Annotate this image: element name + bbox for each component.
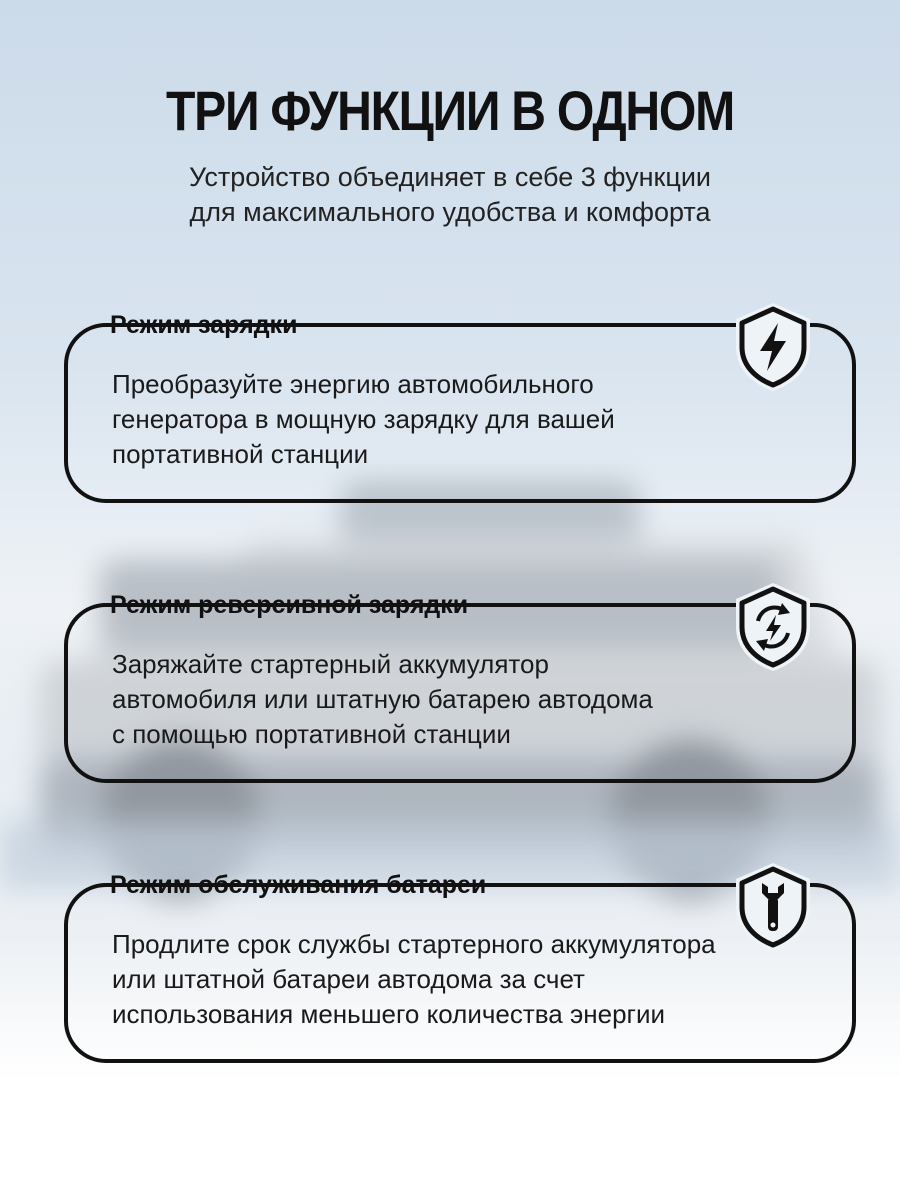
lightning-shield-icon — [730, 299, 816, 395]
description-line: Заряжайте стартерный аккумулятор — [112, 649, 549, 679]
page-title: ТРИ ФУНКЦИИ В ОДНОМ — [166, 79, 734, 142]
feature-card-title: Режим обслуживания батареи — [110, 871, 487, 899]
wrench-shield-icon — [730, 859, 816, 955]
feature-card-description — [112, 367, 752, 472]
feature-card-description — [112, 927, 752, 1032]
feature-card-reverse-charging — [64, 591, 856, 783]
reverse-charge-shield-icon — [730, 579, 816, 675]
description-line: Преобразуйте энергию автомобильного — [112, 369, 594, 399]
description-line: использования меньшего количества энергии — [112, 999, 666, 1029]
feature-card-battery-maintenance — [64, 871, 856, 1063]
subtitle-line: для максимального удобства и комфорта — [189, 197, 711, 227]
description-line: автомобиля или штатную батарею автодома — [112, 684, 653, 714]
feature-card-title: Режим реверсивной зарядки — [110, 591, 469, 619]
description-line: или штатной батареи автодома за счет — [112, 964, 585, 994]
description-line: с помощью портативной станции — [112, 719, 511, 749]
description-line: Продлите срок службы стартерного аккумулятора — [112, 929, 716, 959]
page-subtitle — [0, 160, 900, 230]
description-line: генератора в мощную зарядку для вашей — [112, 404, 615, 434]
subtitle-line: Устройство объединяет в себе 3 функции — [188, 162, 711, 192]
feature-card-title: Режим зарядки — [110, 311, 298, 339]
description-line: портативной станции — [112, 439, 369, 469]
feature-card-charging — [64, 311, 856, 503]
feature-card-description — [112, 647, 752, 752]
